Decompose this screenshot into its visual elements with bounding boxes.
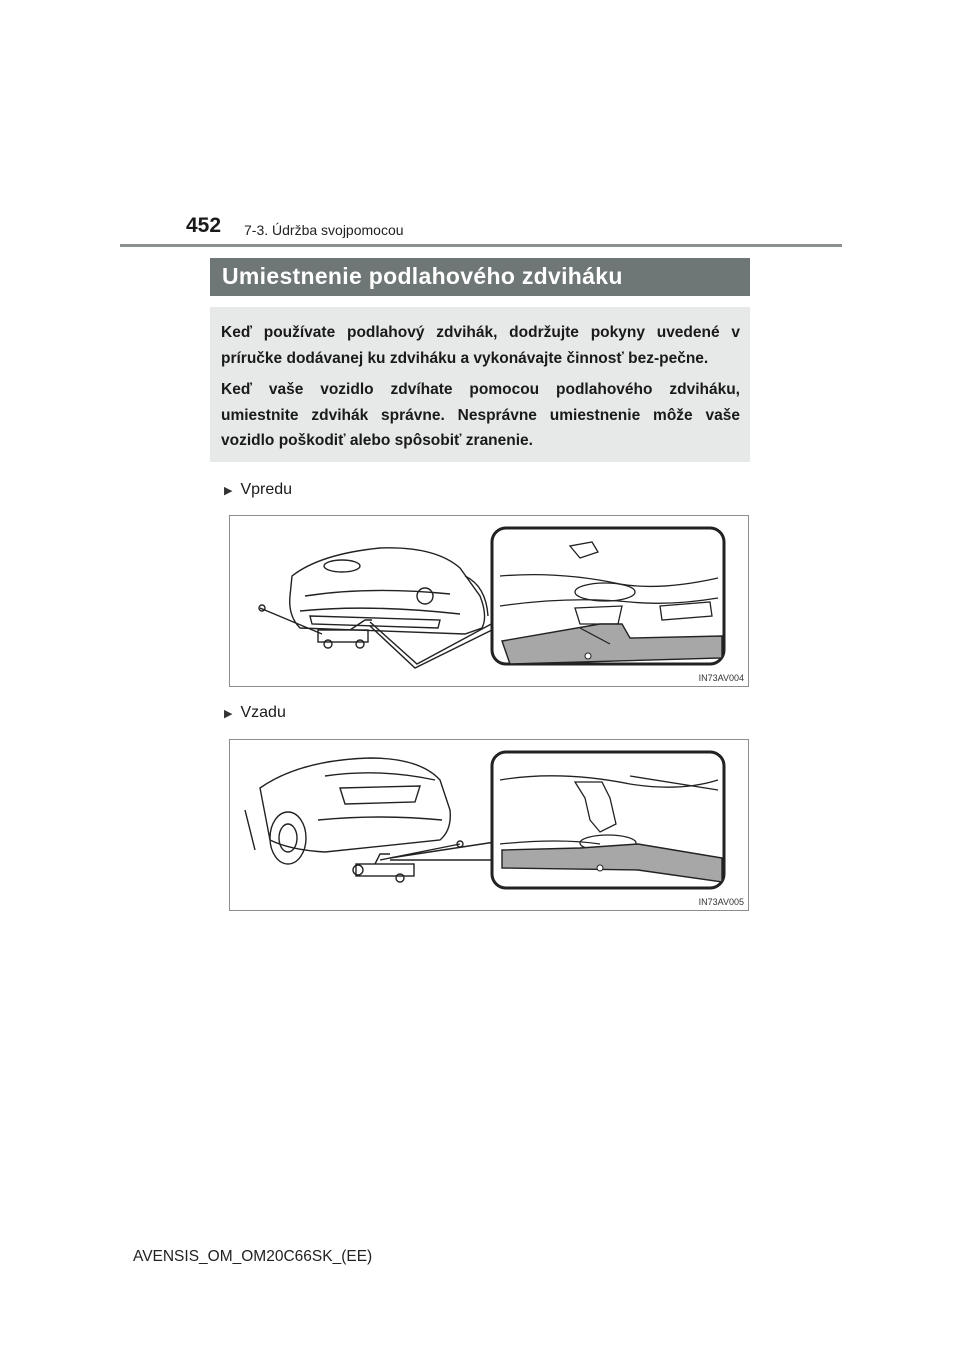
section-title: Umiestnenie podlahového zdviháku (210, 258, 750, 296)
intro-paragraph: Keď používate podlahový zdvihák, dodržujte pokyny uvedené v príručke dodávanej ku zdviháku a vykonávajte činnosť bez-pečne. (221, 324, 740, 367)
intro-box (210, 307, 750, 462)
chapter-title: 7-3. Údržba svojpomocou (244, 222, 404, 238)
intro-paragraph: Keď vaše vozidlo zdvíhate pomocou podlahového zdviháku, umiestnite zdvihák správne. Nesprávne umiestnenie môže vaše vozidlo poškodiť alebo spôsobiť zranenie. (221, 381, 740, 449)
footer-document-id: AVENSIS_OM_OM20C66SK_(EE) (133, 1248, 373, 1265)
bullet-rear-label: Vzadu (240, 704, 286, 721)
figure-code: IN73AV004 (698, 673, 744, 683)
bullet-front (224, 481, 292, 499)
figure-front-jack-point (229, 515, 749, 687)
figure-code: IN73AV005 (698, 897, 744, 907)
header-rule (120, 244, 842, 247)
triangle-bullet-icon: ▶ (224, 484, 233, 497)
front-illustration (230, 516, 748, 686)
rear-illustration (230, 740, 748, 910)
triangle-bullet-icon: ▶ (224, 707, 233, 720)
bullet-front-label: Vpredu (240, 481, 293, 498)
page-number: 452 (186, 214, 222, 237)
figure-rear-jack-point (229, 739, 749, 911)
bullet-rear (224, 704, 286, 722)
